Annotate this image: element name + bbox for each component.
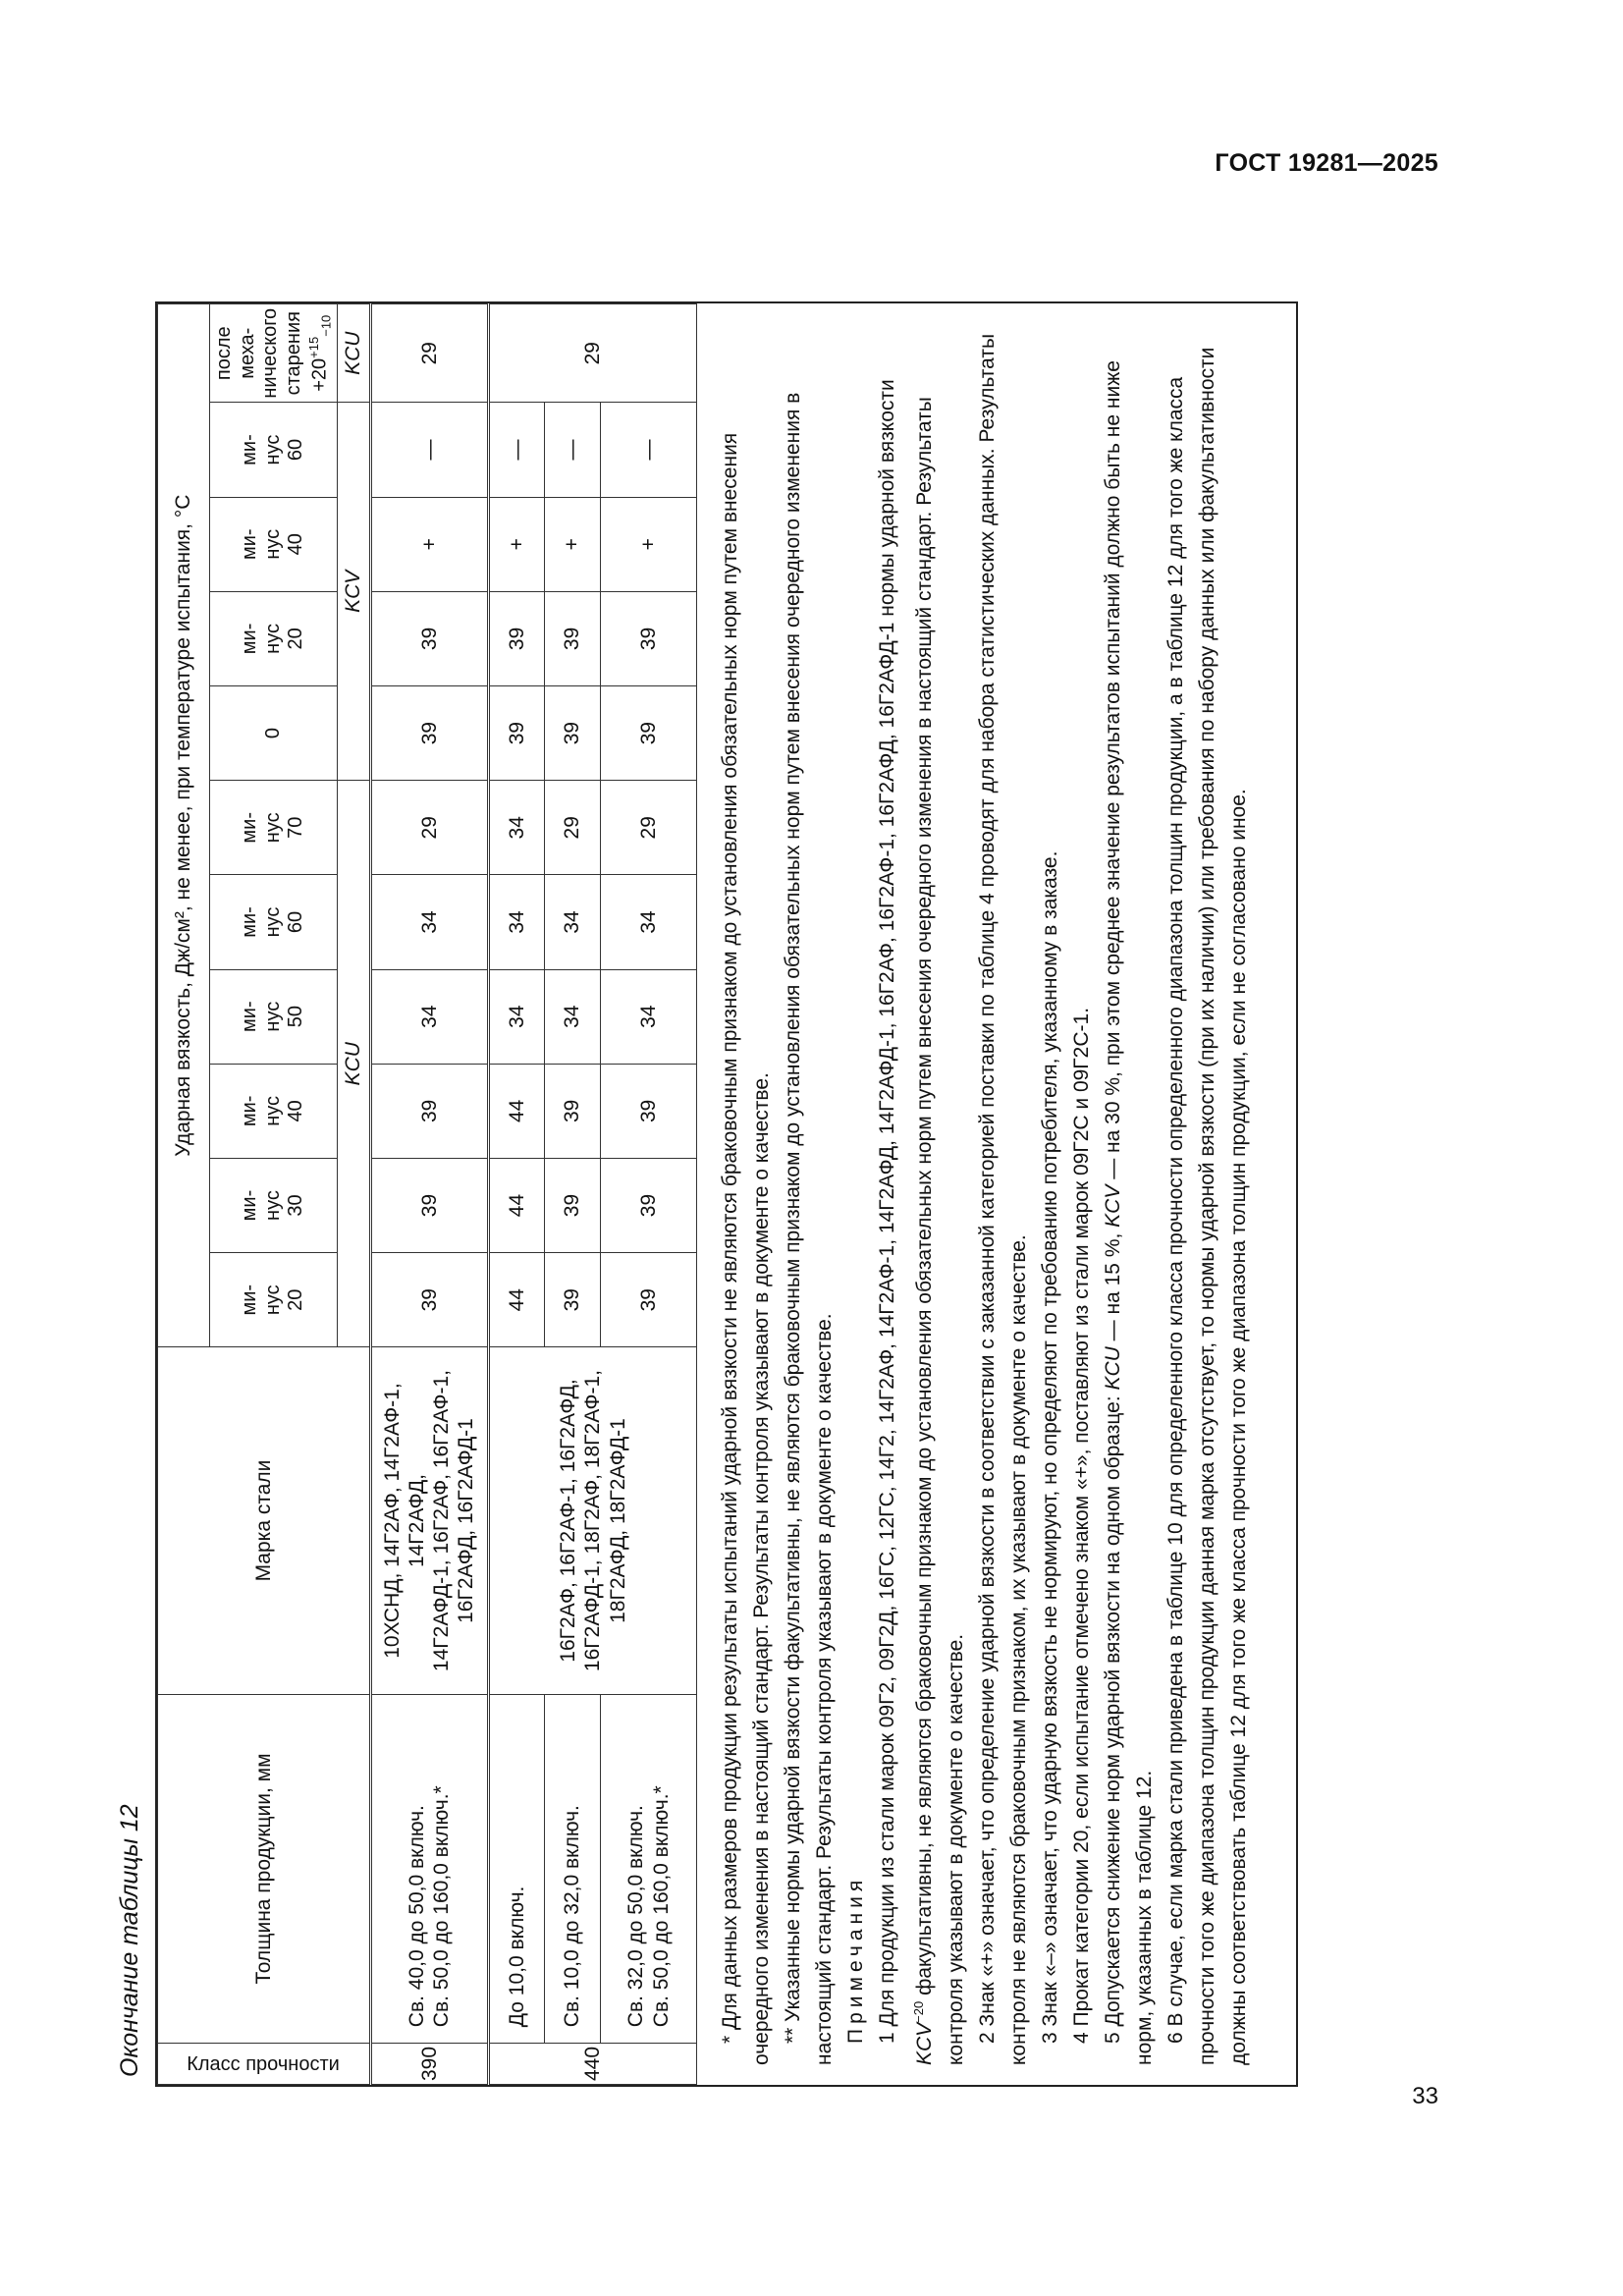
header-temp: ми- нус 30 (210, 1158, 338, 1252)
cell-value: — (544, 403, 600, 497)
cell-value: 34 (370, 875, 488, 969)
standard-header: ГОСТ 19281—2025 (1215, 149, 1438, 177)
note-3: 3 Знак «–» означает, что ударную вязкость не нормируют, но определяют по требованию потребителя, указанному в заказе. (1039, 850, 1061, 2044)
cell-class-440: 440 (488, 2044, 696, 2085)
table-caption: Окончание таблицы 12 (116, 1804, 143, 2077)
cell-value: 39 (544, 1158, 600, 1252)
cell-value: 34 (544, 969, 600, 1064)
header-strength-class-text: Класс прочности (187, 2052, 341, 2075)
cell-value: 39 (601, 1253, 697, 1347)
cell-value: 39 (601, 686, 697, 781)
cell-grades: 10ХСНД, 14Г2АФ, 14Г2АФ-1, 14Г2АФД, 14Г2АФД-1, 16Г2АФ, 16Г2АФ-1, 16Г2АФД, 16Г2АФД-1 (370, 1347, 488, 1694)
cell-thickness: Св. 10,0 до 32,0 включ. (544, 1694, 600, 2043)
header-thickness: Толщина продукции, мм (158, 1694, 371, 2043)
footnote-2: ** Указанные нормы ударной вязкости факультативны, не являются браковочным признаком до установления обязательных норм путем внесения очередного изменения в настоящий стандарт. Результаты контроля указывают в документе о качестве. (782, 392, 836, 2065)
cell-value: 29 (488, 304, 696, 403)
note-6: 6 В случае, если марка стали приведена в таблице 10 для определенного класса прочности определенного диапазона толщин продукции, а в таблице 12 для того же класса прочности того же диапазона толщин продукции данная марка отсутствует, то нормы ударной вязкости (при их наличии) или требования по набору данных или факультативности должны соответствовать таблице 12 для того же класса прочности того же диапазона толщин продукции, если не согласовано иное. (1164, 347, 1250, 2065)
rotated-page-content (112, 162, 1379, 2116)
cell-value: 39 (544, 1064, 600, 1158)
cell-value: 39 (544, 1253, 600, 1347)
cell-value: 34 (488, 969, 544, 1064)
cell-value: 39 (544, 686, 600, 781)
header-temp: ми- нус 20 (210, 1253, 338, 1347)
cell-value: + (544, 497, 600, 591)
cell-value: 39 (370, 686, 488, 781)
cell-value: 29 (370, 304, 488, 403)
note-1-kcv: KCV (913, 2022, 936, 2065)
header-temp: 0 (210, 686, 338, 781)
note-5-text-a: 5 Допускается снижение норм ударной вязкости на одном образце: (1102, 1390, 1124, 2044)
note-5-text-c: — на 30 %, при этом среднее значение результатов испытаний должно быть не ниже норм, указанных в таблице 12. (1102, 360, 1156, 2065)
header-kcu: KCU (337, 781, 369, 1347)
cell-value: 39 (601, 591, 697, 685)
header-kcu-aging: KCU (337, 304, 369, 403)
cell-value: 34 (601, 969, 697, 1064)
cell-value: — (601, 403, 697, 497)
note-1-sup: −20 (911, 2000, 926, 2023)
cell-value: 39 (370, 591, 488, 685)
note-5-kcv: KCV (1102, 1184, 1124, 1228)
note-1 (872, 319, 972, 2065)
footnote-1: * Для данных размеров продукции результаты испытаний ударной вязкости не являются браковочным признаком до установления обязательных норм путем внесения очередного изменения в настоящий стандарт. Результаты контроля указывают в документе о качестве. (719, 432, 773, 2065)
cell-thickness: До 10,0 включ. (488, 1694, 544, 2043)
cell-value: 34 (370, 969, 488, 1064)
table-notes (715, 319, 1255, 2065)
cell-value: 39 (370, 1064, 488, 1158)
cell-value: 34 (544, 875, 600, 969)
table-frame (155, 301, 1298, 2087)
header-temp: ми- нус 60 (210, 875, 338, 969)
impact-strength-table (157, 303, 697, 2085)
cell-grades: 16Г2АФ, 16Г2АФ-1, 16Г2АФД, 16Г2АФД-1, 18Г2АФ, 18Г2АФ-1, 18Г2АФД, 18Г2АФД-1 (488, 1347, 696, 1694)
cell-value: 44 (488, 1158, 544, 1252)
cell-value: 44 (488, 1064, 544, 1158)
cell-value: 29 (370, 781, 488, 875)
aging-tol-upper: +15 (305, 336, 321, 358)
note-4: 4 Прокат категории 20, если испытание отмечено знаком «+», поставляют из стали марок 09Г2С и 09Г2С-1. (1070, 1007, 1093, 2044)
note-2: 2 Знак «+» означает, что определение ударной вязкости в соответствии с заказанной категорией поставки по таблице 4 проводят для набора статистических данных. Результаты контроля не являются браковочным признаком, их указывают в документе о качестве. (976, 333, 1030, 2065)
cell-value: 39 (370, 1158, 488, 1252)
note-5-text-b: — на 15 %, (1102, 1227, 1124, 1347)
page-number: 33 (1412, 2083, 1438, 2109)
note-5 (1098, 319, 1161, 2065)
cell-value: + (488, 497, 544, 591)
header-grade: Марка стали (158, 1347, 371, 1694)
cell-class-390: 390 (370, 2044, 488, 2085)
cell-value: 29 (601, 781, 697, 875)
header-aging (210, 304, 338, 403)
cell-value: 39 (601, 1158, 697, 1252)
header-strength-class (158, 2044, 371, 2085)
aging-tol-lower: −10 (318, 314, 334, 337)
cell-value: 44 (488, 1253, 544, 1347)
header-temp: ми- нус 40 (210, 497, 338, 591)
header-temp: ми- нус 50 (210, 969, 338, 1064)
cell-thickness: Св. 40,0 до 50,0 включ. Св. 50,0 до 160,0 включ.* (370, 1694, 488, 2043)
cell-value: 34 (601, 875, 697, 969)
table-container (157, 303, 697, 2085)
note-1-text-b: факультативны, не являются браковочным признаком до установления обязательных норм путем внесения очередного изменения в настоящий стандарт. Результаты контроля указывают в документе о качестве. (913, 397, 967, 2065)
header-impact-group: Ударная вязкость, Дж/см², не менее, при температуре испытания, °С (158, 304, 210, 1347)
cell-value: 34 (488, 781, 544, 875)
note-1-text-a: 1 Для продукции из стали марок 09Г2, 09Г2Д, 16ГС, 12ГС, 14Г2, 14Г2АФ, 14Г2АФ-1, 14Г2АФД, 14Г2АФД-1, 16Г2АФ, 16Г2АФ-1, 16Г2АФД, 16Г2АФД-1 нормы ударной вязкости (876, 379, 898, 2044)
header-aging-text: после меха- нического старения +20 (213, 307, 331, 399)
header-temp: ми- нус 70 (210, 781, 338, 875)
cell-value: — (488, 403, 544, 497)
cell-value: 39 (370, 1253, 488, 1347)
header-temp: ми- нус 20 (210, 591, 338, 685)
cell-value: 34 (488, 875, 544, 969)
header-temp: ми- нус 60 (210, 403, 338, 497)
cell-value: 39 (488, 591, 544, 685)
cell-value: + (601, 497, 697, 591)
cell-value: 29 (544, 781, 600, 875)
cell-thickness: Св. 32,0 до 50,0 включ. Св. 50,0 до 160,0 включ.* (601, 1694, 697, 2043)
cell-value: 39 (488, 686, 544, 781)
cell-value: + (370, 497, 488, 591)
cell-value: — (370, 403, 488, 497)
cell-value: 39 (601, 1064, 697, 1158)
notes-heading: Примечания (844, 1875, 867, 2044)
header-kcv: KCV (337, 403, 369, 781)
header-temp: ми- нус 40 (210, 1064, 338, 1158)
note-5-kcu: KCU (1102, 1346, 1124, 1391)
cell-value: 39 (544, 591, 600, 685)
